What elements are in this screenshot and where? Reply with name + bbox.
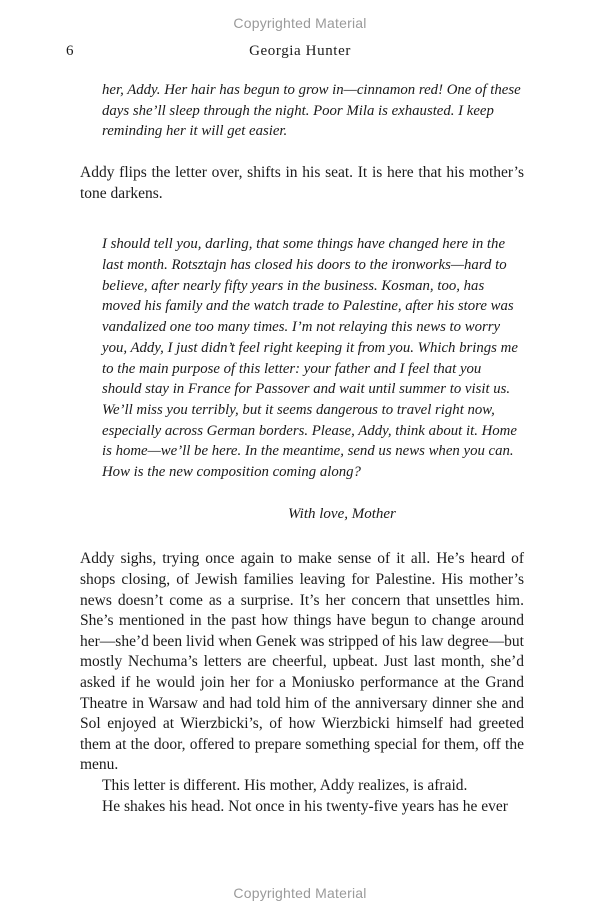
letter-excerpt-main: I should tell you, darling, that some things have changed here in the last month. Rotsztajn has closed his doors to the ironworks—hard to believe, after nearly fifty years in the business. Kosman, too, has moved his family and the watch trade to Palestine, after his store was vandalized one too many times. I’m not relaying this news to worry you, Addy, I just didn’t feel right keeping it from you. Which brings me to the main purpose of this letter: your father and I feel that you should stay in France for Passover and wait until summer to visit us. We’ll miss you terribly, but it seems dangerous to travel right now, especially across German borders. Please, Addy, think about it. Home is home—we’ll be here. In the meantime, send us news when you can. How is the new composition coming along? <box>102 236 518 481</box>
paragraph-letter-different: This letter is different. His mother, Addy realizes, is afraid. <box>102 776 468 794</box>
page-number: 6 <box>66 43 74 59</box>
paragraph-letter-flip: Addy flips the letter over, shifts in his seat. It is here that his mother’s tone darkens. <box>80 164 524 202</box>
watermark-top: Copyrighted Material <box>233 15 367 31</box>
paragraph-shakes-head: He shakes his head. Not once in his twenty-five years has he ever <box>102 797 508 815</box>
page-header <box>0 43 600 65</box>
page-body <box>80 80 524 817</box>
watermark-bottom: Copyrighted Material <box>233 885 367 901</box>
running-head: Georgia Hunter <box>249 43 351 59</box>
paragraph-addy-sighs: Addy sighs, trying once again to make sense of it all. He’s heard of shops closing, of Jewish families leaving for Palestine. His mother’s news doesn’t come as a surprise. It’s her concern that unsettles him. She’s mentioned in the past how things have begun to change around her—she’d been livid when Genek was stripped of his law degree—but mostly Nechuma’s letters are cheerful, upbeat. Just last month, she’d asked if he would join her for a Moniusko performance at the Grand Theatre in Warsaw and had told him of the anniversary dinner she and Sol enjoyed at Wierzbicki’s, of how Wierzbicki himself had greeted them at the door, offered to prepare something special for them, off the menu. <box>80 550 524 774</box>
letter-excerpt-tail: her, Addy. Her hair has begun to grow in—cinnamon red! One of these days she’ll sleep through the night. Poor Mila is exhausted. I keep reminding her it will get easier. <box>102 82 521 140</box>
letter-signoff: With love, Mother <box>288 505 396 522</box>
